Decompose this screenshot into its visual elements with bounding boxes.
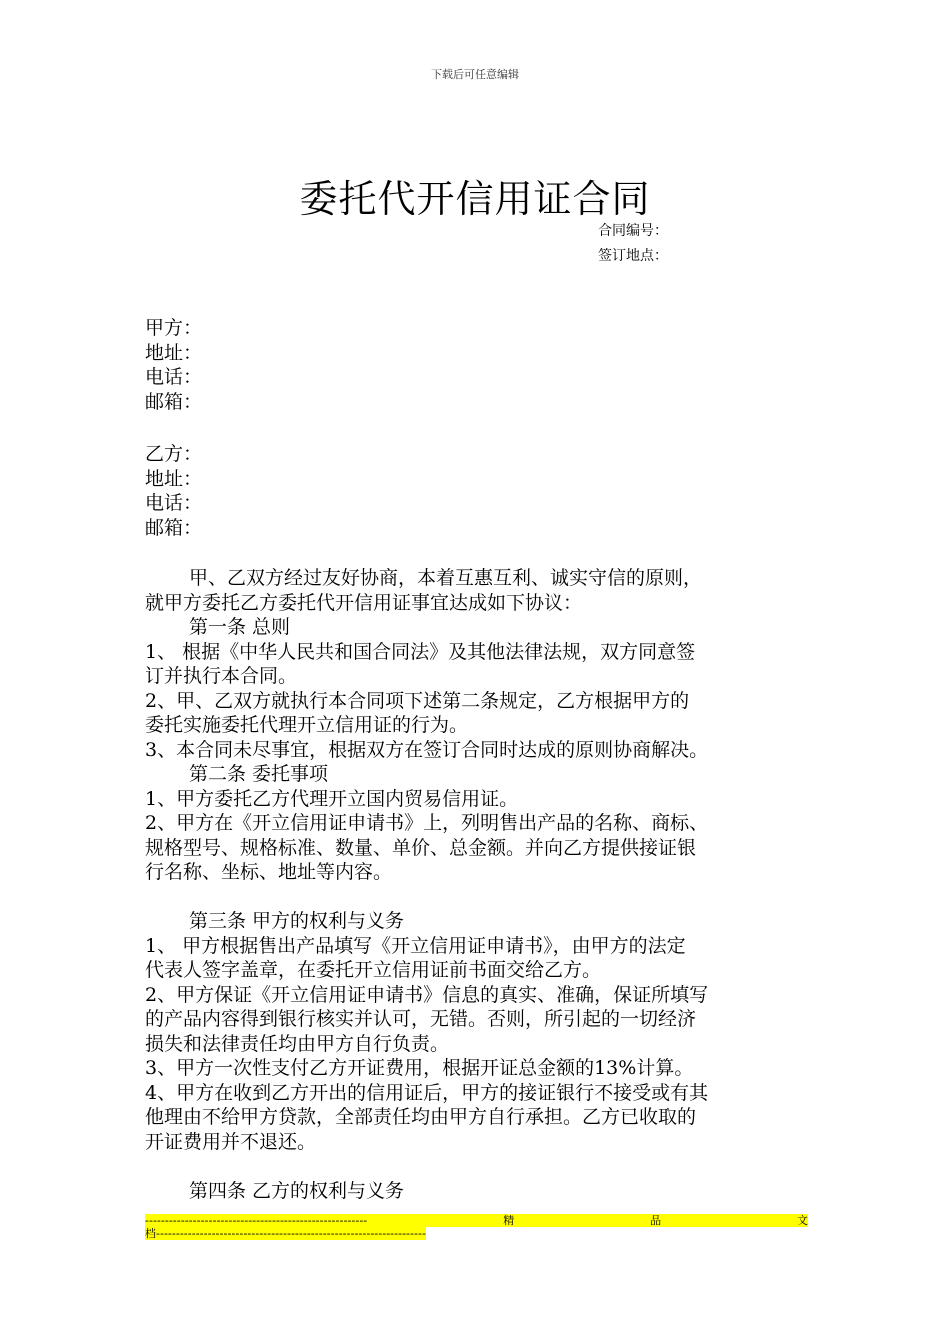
article-3-line: 1、 甲方根据售出产品填写《开立信用证申请书》，由甲方的法定 xyxy=(145,934,686,957)
article-1-line: 2、甲、乙双方就执行本合同项下述第二条规定，乙方根据甲方的 xyxy=(145,689,690,712)
footer-dashes: -------------------------------------------------------- xyxy=(145,1214,368,1227)
article-3-line: 开证费用并不退还。 xyxy=(145,1130,317,1153)
article-1-heading: 第一条 总则 xyxy=(189,616,291,638)
party-a-block xyxy=(145,316,810,414)
party-b-name: 乙方： xyxy=(145,443,203,465)
article-4-heading: 第四条 乙方的权利与义务 xyxy=(189,1179,405,1202)
article-2-line: 1、甲方委托乙方代理开立国内贸易信用证。 xyxy=(145,787,519,810)
article-2-line: 行名称、坐标、地址等内容。 xyxy=(145,861,393,883)
article-3-line: 4、甲方在收到乙方开出的信用证后，甲方的接证银行不接受或有其 xyxy=(145,1081,709,1104)
article-3-line: 2、甲方保证《开立信用证申请书》信息的真实、准确，保证所填写 xyxy=(145,983,709,1006)
header-note: 下载后可任意编辑 xyxy=(431,68,519,81)
article-1-line: 订并执行本合同。 xyxy=(145,665,298,687)
party-a-name: 甲方： xyxy=(145,317,203,339)
sign-place-label: 签订地点： xyxy=(598,248,668,264)
blank-line xyxy=(145,1154,810,1179)
article-3-line: 他理由不给甲方贷款，全部责任均由甲方自行承担。乙方已收取的 xyxy=(145,1106,697,1128)
contract-number-label: 合同编号： xyxy=(598,223,668,239)
article-1-line: 1、 根据《中华人民共和国合同法》及其他法律法规，双方同意签 xyxy=(145,640,696,663)
party-b-block xyxy=(145,442,810,540)
blank-line xyxy=(145,885,810,910)
article-3-heading: 第三条 甲方的权利与义务 xyxy=(189,910,405,932)
footer-word: 品 xyxy=(650,1214,662,1227)
article-3-line: 损失和法律责任均由甲方自行负责。 xyxy=(145,1032,450,1055)
party-b-address: 地址： xyxy=(145,467,203,490)
footer-word: 文 xyxy=(797,1214,808,1227)
article-2-line: 2、甲方在《开立信用证申请书》上，列明售出产品的名称、商标、 xyxy=(145,812,709,834)
article-1-line: 3、本合同未尽事宜，根据双方在签订合同时达成的原则协商解决。 xyxy=(145,738,709,761)
article-3-line: 3、甲方一次性支付乙方开证费用，根据开证总金额的13%计算。 xyxy=(145,1057,694,1079)
article-1-line: 委托实施委托代理开立信用证的行为。 xyxy=(145,714,469,736)
party-a-phone: 电话： xyxy=(145,366,203,388)
intro-line: 甲、乙双方经过友好协商，本着互惠互利、诚实守信的原则， xyxy=(189,567,703,589)
contract-body xyxy=(145,566,810,1203)
document-title: 委托代开信用证合同 xyxy=(299,177,651,221)
party-a-email: 邮箱： xyxy=(145,390,203,413)
article-3-line: 代表人签字盖章，在委托开立信用证前书面交给乙方。 xyxy=(145,959,602,981)
article-2-line: 规格型号、规格标准、数量、单价、总金额。并向乙方提供接证银 xyxy=(145,836,697,859)
footer-word: 精 xyxy=(503,1214,515,1227)
intro-line: 就甲方委托乙方委托代开信用证事宜达成如下协议： xyxy=(145,591,583,614)
party-b-phone: 电话： xyxy=(145,492,203,514)
party-a-address: 地址： xyxy=(145,341,203,364)
footer-row-2: 档-------------------------------------------------------------------- xyxy=(145,1227,426,1240)
footer-row-1 xyxy=(145,1214,808,1227)
article-3-line: 的产品内容得到银行核实并认可，无错。否则，所引起的一切经济 xyxy=(145,1008,697,1030)
party-b-email: 邮箱： xyxy=(145,516,203,539)
footer-watermark xyxy=(145,1214,808,1240)
article-2-heading: 第二条 委托事项 xyxy=(189,763,329,785)
